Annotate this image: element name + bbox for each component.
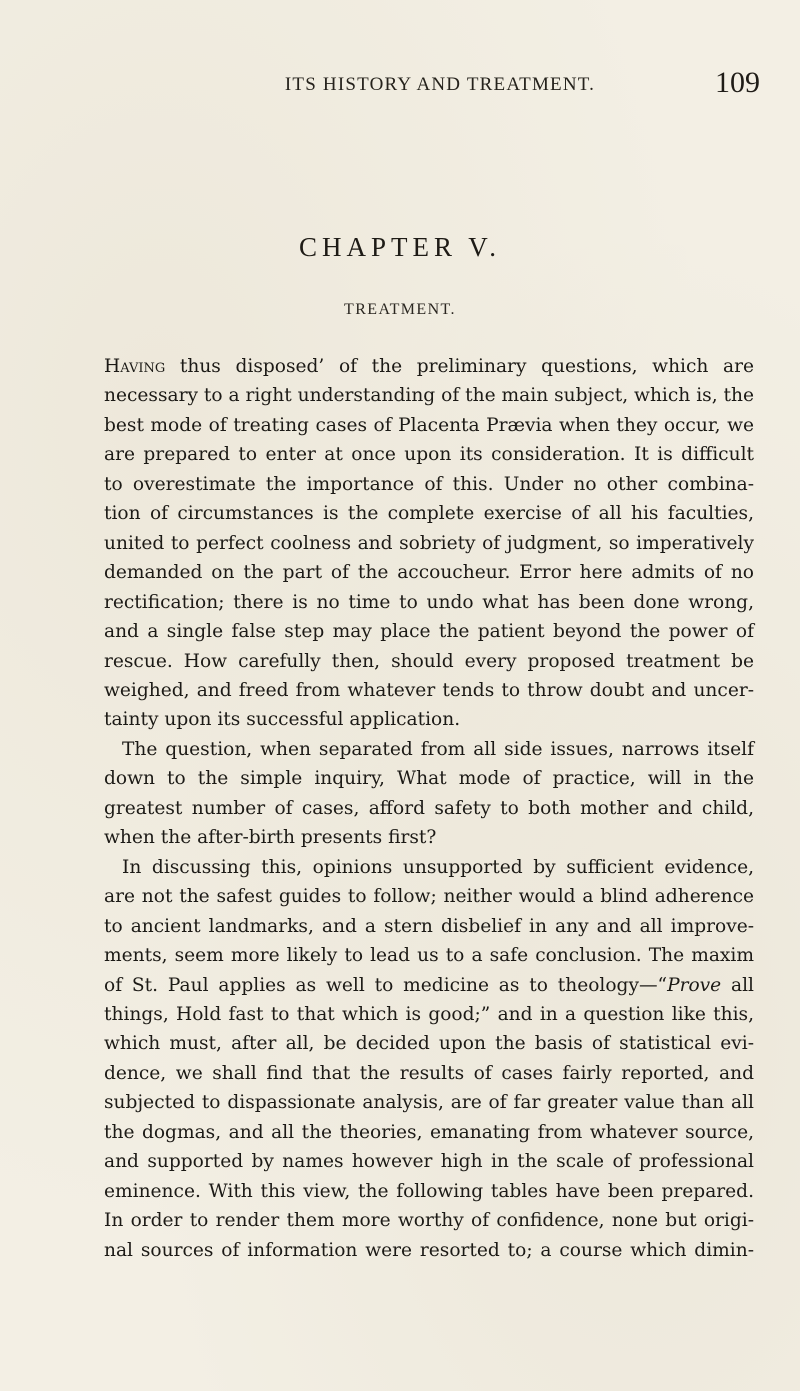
text-line: In discussing this, opinions unsupported by sufficient evidence, bbox=[122, 856, 754, 878]
paragraph bbox=[104, 352, 754, 735]
line-text: all bbox=[721, 974, 755, 996]
opening-word: Having bbox=[104, 356, 166, 377]
text-line: demanded on the part of the accoucheur. Error here admits of no bbox=[104, 562, 754, 584]
text-line: ments, seem more likely to lead us to a safe conclusion. The maxim bbox=[104, 945, 754, 967]
line-text: thus disposed’ of the preliminary questions, which are bbox=[165, 356, 754, 377]
text-line: In order to render them more worthy of confidence, none but origi- bbox=[104, 1210, 754, 1232]
text-line: to ancient landmarks, and a stern disbelief in any and all improve- bbox=[104, 915, 754, 937]
text-line: nal sources of information were resorted to; a course which dimin- bbox=[104, 1239, 754, 1261]
text-line: to overestimate the importance of this. Under no other combina- bbox=[104, 473, 754, 495]
text-line: are not the safest guides to follow; neither would a blind adherence bbox=[104, 886, 754, 908]
text-line: subjected to dispassionate analysis, are of far greater value than all bbox=[104, 1092, 754, 1114]
text-line: the dogmas, and all the theories, emanating from whatever source, bbox=[104, 1121, 754, 1143]
text-line: tion of circumstances is the complete exercise of all his faculties, bbox=[104, 503, 754, 525]
chapter-heading: CHAPTER V. bbox=[298, 232, 502, 262]
text-line: rectification; there is no time to undo what has been done wrong, bbox=[104, 591, 754, 613]
text-line: The question, when separated from all side issues, narrows itself bbox=[122, 738, 754, 760]
text-line: tainty upon its successful application. bbox=[104, 709, 461, 731]
text-line: weighed, and freed from whatever tends to throw doubt and uncer- bbox=[104, 679, 754, 701]
text-line: when the after-birth presents first? bbox=[104, 827, 437, 849]
page-number: 109 bbox=[715, 66, 760, 99]
paragraph bbox=[104, 853, 754, 1265]
paragraph bbox=[104, 735, 754, 853]
italic-word: Prove bbox=[667, 974, 722, 996]
text-line: best mode of treating cases of Placenta Prævia when they occur, we bbox=[104, 414, 754, 436]
text-line: are prepared to enter at once upon its consideration. It is difficult bbox=[104, 444, 754, 466]
text-line bbox=[104, 352, 754, 381]
running-title: ITS HISTORY AND TREATMENT. bbox=[284, 74, 596, 95]
section-heading: TREATMENT. bbox=[344, 301, 456, 318]
text-line bbox=[104, 971, 754, 1000]
text-line: necessary to a right understanding of the main subject, which is, the bbox=[104, 385, 754, 407]
text-line: and a single false step may place the patient beyond the power of bbox=[104, 621, 754, 643]
text-line: united to perfect coolness and sobriety of judgment, so imperatively bbox=[104, 532, 754, 554]
running-head bbox=[160, 66, 760, 104]
text-line: things, Hold fast to that which is good;” and in a question like this, bbox=[104, 1003, 754, 1025]
text-line: rescue. How carefully then, should every proposed treatment be bbox=[104, 650, 754, 672]
body-text bbox=[104, 352, 754, 1265]
text-line: and supported by names however high in the scale of professional bbox=[104, 1151, 754, 1173]
text-line: dence, we shall find that the results of cases fairly reported, and bbox=[104, 1062, 754, 1084]
line-text: of St. Paul applies as well to medicine as to theology—“ bbox=[104, 974, 668, 996]
text-line: greatest number of cases, afford safety to both mother and child, bbox=[104, 797, 754, 819]
text-line: which must, after all, be decided upon the basis of statistical evi- bbox=[104, 1033, 754, 1055]
text-line: down to the simple inquiry, What mode of practice, will in the bbox=[104, 768, 754, 790]
text-line: eminence. With this view, the following tables have been prepared. bbox=[104, 1180, 754, 1202]
